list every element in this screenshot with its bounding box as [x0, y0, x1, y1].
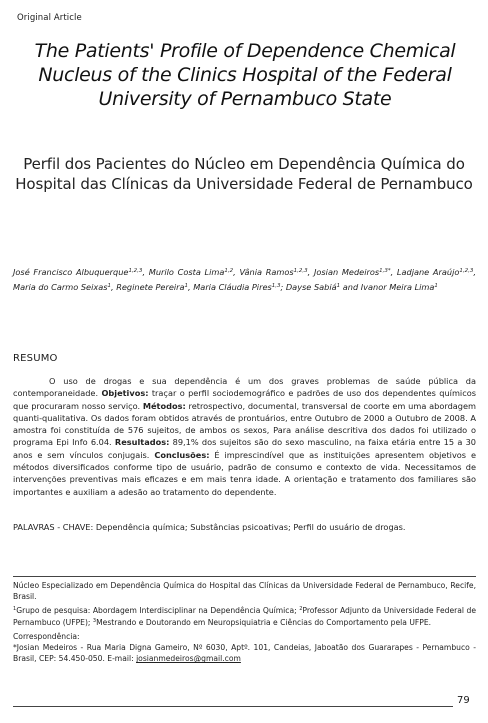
author-affiliation-mark: 1 — [336, 282, 341, 289]
author-name: Maria Cláudia Pires — [193, 281, 272, 292]
objectives-label: Objetivos: — [101, 388, 149, 399]
author-affiliation-mark: 1,2,3 — [459, 268, 474, 274]
aff2-mark: 2 — [299, 606, 303, 613]
footnote-institution: Núcleo Especializado em Dependência Química do Hospital das Clínicas da Universidade Federal de Pernambuco, Recife, Brasil. — [13, 581, 476, 602]
author-name: Maria do Carmo Seixas — [13, 281, 108, 292]
author-name: Ladjane Araújo — [396, 267, 460, 277]
author-affiliation-mark: 1,2,3 — [128, 268, 143, 274]
keywords — [13, 521, 476, 533]
author-separator: , — [142, 267, 149, 277]
author-separator: , — [473, 267, 476, 277]
methods-text: retrospectivo, documental, transversal de coorte em uma abordagem quanti-qualitativa. Os dados foram obtidos através de prontuários, entre Outubro de 2000 a Outubro de 2008. A amostra foi constituída de 576 sujeitos, de ambos os sexos, Para análise descritiva dos dados foi utilizado o programa Epi Info 6.04. — [13, 400, 476, 448]
keywords-text: Dependência química; Substâncias psicoativas; Perfil do usuário de drogas. — [95, 522, 406, 532]
footnotes — [13, 580, 476, 667]
aff1-mark: 1 — [13, 606, 17, 613]
title-portuguese: Perfil dos Pacientes do Núcleo em Dependência Química do Hospital das Clínicas da Universidade Federal de Pernambuco — [15, 155, 473, 193]
article-type-label: Original Article — [17, 13, 82, 23]
author-name: Josian Medeiros — [313, 267, 380, 277]
author-name: Dayse Sabiá — [285, 281, 337, 292]
author-affiliation-mark: 1 — [107, 282, 111, 289]
author-separator: , — [233, 267, 240, 277]
author-separator: , — [307, 267, 314, 277]
correspondence-address: *Josian Medeiros - Rua Maria Digna Gameiro, Nº 6030, Aptº. 101, Candeias, Jaboatão dos Guararapes - Pernambuco - Brasil, CEP: 54.450-050. E-mail: — [13, 643, 476, 664]
correspondence-text — [13, 642, 476, 664]
keywords-label: PALAVRAS - CHAVE: — [13, 522, 94, 532]
author-affiliation-mark: 1,3* — [379, 268, 391, 274]
footnote-affiliations — [13, 605, 476, 627]
abstract-body — [13, 375, 476, 498]
footnote-divider — [13, 576, 476, 577]
results-label: Resultados: — [114, 437, 170, 448]
abstract-heading: RESUMO — [13, 353, 58, 364]
page-number: 79 — [457, 695, 470, 706]
results-text: 89,1% dos sujeitos são do sexo masculino, na faixa etária entre 15 a 30 anos e sem vínculos conjugais. — [13, 437, 477, 460]
correspondence-label: Correspondência: — [13, 631, 80, 641]
author-separator: and — [340, 281, 361, 292]
author-separator: , — [390, 267, 397, 277]
author-affiliation-mark: 1,2 — [224, 268, 234, 274]
email-link[interactable]: josianmedeiros@gmail.com — [136, 654, 241, 664]
author-affiliation-mark: 1 — [434, 282, 438, 289]
author-name: José Francisco Albuquerque — [13, 267, 129, 277]
author-affiliation-mark: 1 — [184, 282, 189, 289]
author-separator: , — [188, 281, 194, 292]
author-list — [13, 265, 476, 294]
author-separator: , — [110, 281, 117, 292]
objectives-text: traçar o perfil sociodemográfico e padrões de uso dos dependentes químicos que procuraram nosso serviço. — [13, 388, 476, 411]
author-affiliation-mark: 1,3 — [271, 282, 281, 289]
author-name: Murilo Costa Lima — [148, 267, 225, 277]
author-name: Reginete Pereira — [116, 281, 185, 292]
aff3-mark: 3 — [92, 617, 97, 624]
methods-label: Métodos: — [142, 400, 186, 411]
title-english: The Patients' Profile of Dependence Chemical Nucleus of the Clinics Hospital of the Federal University of Pernambuco State — [34, 40, 456, 110]
aff3-text: Mestrando e Doutorando em Neuropsiquiatria e Ciências do Comportamento pela UFPE. — [96, 617, 432, 627]
conclusions-text: É imprescindível que as instituições apresentem objetivos e métodos diversificados conforme tipo de usuário, padrão de consumo e contexto de vida. Necessitamos de intervenções preventivas mais eficazes e em mais tenra idade. A orientação e tratamento dos familiares são importantes e auxiliam a adesão ao tratamento do dependente. — [13, 449, 476, 497]
aff2-text: Professor Adjunto da Universidade Federal de Pernambuco (UFPE); — [13, 606, 476, 627]
author-name: Vânia Ramos — [239, 267, 294, 277]
aff1-text: Grupo de pesquisa: Abordagem Interdisciplinar na Dependência Química; — [16, 606, 297, 616]
author-name: Ivanor Meira Lima — [360, 281, 435, 292]
author-separator: ; — [280, 281, 286, 292]
page-bottom-rule — [13, 706, 453, 707]
author-affiliation-mark: 1,2,3 — [293, 268, 308, 274]
abstract-intro: O uso de drogas e sua dependência é um dos graves problemas de saúde pública da contemporaneidade. — [13, 376, 476, 399]
conclusions-label: Conclusões: — [154, 449, 210, 460]
